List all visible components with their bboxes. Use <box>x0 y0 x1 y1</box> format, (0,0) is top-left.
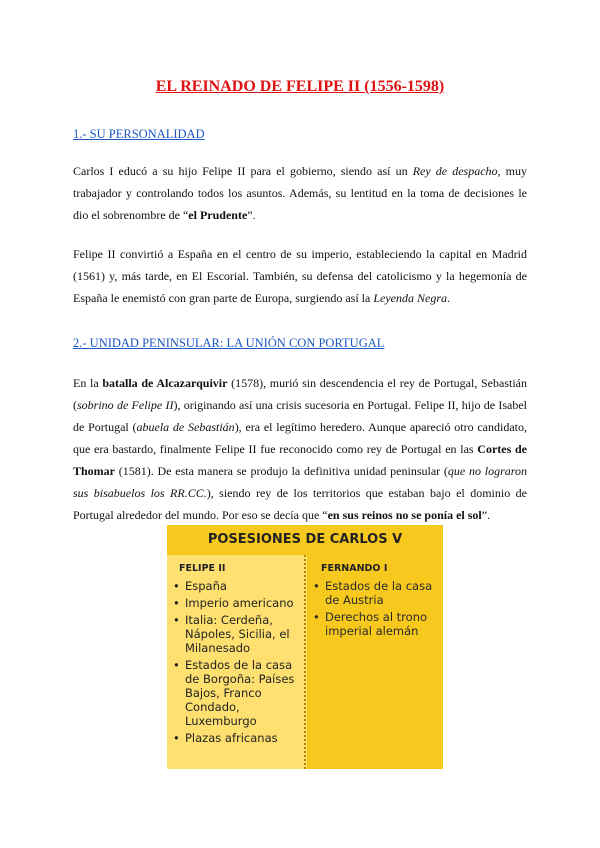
list-item: • Estados de la casa de Austria <box>313 579 441 607</box>
page-title: EL REINADO DE FELIPE II (1556-1598) <box>155 78 445 95</box>
fernando-heading: FERNANDO I <box>321 563 388 574</box>
felipe-list <box>173 579 305 748</box>
felipe-heading: FELIPE II <box>179 563 226 574</box>
section-heading-portugal: 2.- UNIDAD PENINSULAR: LA UNIÓN CON PORTUGAL <box>73 336 385 350</box>
paragraph-portugal: En la batalla de Alcazarquivir (1578), murió sin descendencia el rey de Portugal, Sebastián (sobrino de Felipe II), originando así una crisis sucesoria en Portugal. Felipe II, hijo de Isabel de Portugal (abuela de Sebastián), era el legítimo heredero. Aunque apareció otro candidato, que era bastardo, finalmente Felipe II fue reconocido como rey de Portugal en las Cortes de Thomar (1581). De esta manera se produjo la definitiva unidad peninsular (que no lograron sus bisabuelos los RR.CC.), siendo rey de los territorios que estaban bajo el dominio de Portugal alrededor del mundo. Por eso se decía que “en sus reinos no se ponía el sol”. <box>73 376 528 522</box>
felipe-column <box>167 555 304 769</box>
section-heading-personalidad: 1.- SU PERSONALIDAD <box>73 127 205 141</box>
paragraph-imperio: Felipe II convirtió a España en el centro de su imperio, estableciendo la capital en Madrid (1561) y, más tarde, en El Escorial. También, su defensa del catolicismo y la hegemonía de España le enemistó con gran parte de Europa, surgiendo así la Leyenda Negra. <box>73 247 527 305</box>
list-item: • España <box>173 579 305 593</box>
list-item: • Italia: Cerdeña, Nápoles, Sicilia, el Milanesado <box>173 613 305 655</box>
paragraph-educacion: Carlos I educó a su hijo Felipe II para el gobierno, siendo así un Rey de despacho, muy trabajador y controlando todos los asuntos. Además, su lentitud en la toma de decisiones le dio el sobrenombre de “el Prudente”. <box>73 164 527 222</box>
fernando-list <box>313 579 441 641</box>
list-item: • Imperio americano <box>173 596 305 610</box>
fernando-column <box>307 555 443 769</box>
column-divider <box>304 555 306 769</box>
list-item: • Derechos al trono imperial alemán <box>313 610 441 638</box>
posesiones-figure <box>167 525 443 769</box>
list-item: • Estados de la casa de Borgoña: Países Bajos, Franco Condado, Luxemburgo <box>173 658 305 728</box>
list-item: • Plazas africanas <box>173 731 305 745</box>
figure-title: POSESIONES DE CARLOS V <box>167 525 443 555</box>
